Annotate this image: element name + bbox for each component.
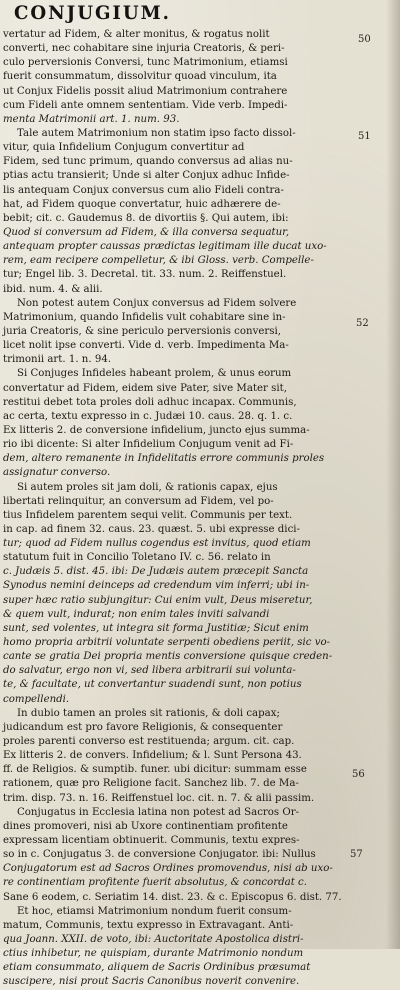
text-line: dem, altero remanente in Infidelitatis errore communis proles: [3, 453, 325, 465]
text-line: Fidem, sed tunc primum, quando conversus ad alias nu-: [3, 156, 293, 168]
text-line: Conjugatorum est ad Sacros Ordines promovendus, nisi ab uxo-: [3, 863, 333, 875]
text-line: Conjugatus in Ecclesia latina non potest ad Sacros Or-: [17, 806, 300, 818]
text-line: expressam licentiam obtinuerit. Communis, textu expres-: [3, 835, 300, 847]
body-text: [3, 28, 355, 990]
margin-number: 56: [352, 769, 365, 780]
text-line: Quod si conversum ad Fidem, & illa conversa sequatur,: [3, 226, 290, 238]
text-line: Tale autem Matrimonium non statim ipso facto dissol-: [17, 127, 296, 139]
text-line: rio ibi dicente: Si alter Infidelium Conjugum venit ad Fi-: [3, 439, 294, 451]
text-line: trim. disp. 73. n. 16. Reiffenstuel loc. cit. n. 7. & alii passim.: [3, 792, 315, 804]
text-line: Si autem proles sit jam doli, & rationis capax, ejus: [17, 481, 278, 493]
text-line: Sane 6 eodem, c. Seriatim 14. dist. 23. & c. Episcopus 6. dist. 77.: [3, 891, 342, 903]
text-line: juria Creatoris, & sine periculo perversionis conversi,: [3, 325, 281, 337]
text-line: menta Matrimonii art. 1. num. 93.: [3, 113, 180, 125]
text-line: cum Fideli ante omnem sententiam. Vide verb. Impedi-: [3, 99, 288, 111]
text-line: converti, nec cohabitare sine injuria Creatoris, & peri-: [3, 43, 285, 55]
text-line: Ex litteris 2. de conversione infidelium, juncto ejus summa-: [3, 424, 310, 436]
text-line: super hæc ratio subjungitur: Cui enim vult, Deus miseretur,: [3, 594, 313, 606]
text-line: homo propria arbitrii voluntate serpenti obediens periit, sic vo-: [3, 637, 331, 649]
text-line: licet nolit ipse converti. Vide d. verb. Impedimenta Ma-: [3, 340, 289, 352]
text-line: ac certa, textu expresso in c. Judæi 10. caus. 28. q. 1. c.: [3, 410, 293, 422]
margin-number: 57: [350, 849, 363, 860]
text-line: In dubio tamen an proles sit rationis, & doli capax;: [17, 707, 280, 719]
text-line: suscipere, nisi prout Sacris Canonibus noverit convenire.: [3, 976, 300, 988]
text-line: restitui debet tota proles doli adhuc incapax. Communis,: [3, 396, 297, 408]
text-line: vertatur ad Fidem, & alter monitus, & rogatus nolit: [3, 29, 270, 40]
text-line: sunt, sed volentes, ut integra sit forma Justitiæ; Sicut enim: [3, 622, 309, 634]
text-line: rationem, quæ pro Religione facit. Sanchez lib. 7. de Ma-: [3, 778, 299, 790]
text-line: etiam consummato, aliquem de Sacris Ordinibus præsumat: [3, 962, 311, 974]
text-line: & quem vult, indurat; non enim tales inviti salvandi: [3, 608, 270, 620]
text-line: proles parenti converso est restituenda; argum. cit. cap.: [3, 736, 295, 748]
text-line: assignatur converso.: [3, 467, 111, 479]
text-line: fuerit consummatum, dissolvitur quoad vinculum, ita: [3, 71, 277, 83]
text-line: tius Infidelem parentem sequi velit. Communis per text.: [3, 509, 293, 521]
text-line: Synodus nemini deinceps ad credendum vim inferri; ubi in-: [3, 580, 310, 592]
margin-number: 52: [356, 318, 369, 329]
text-line: trimonii art. 1. n. 94.: [3, 354, 112, 366]
text-line: Si Conjuges Infideles habeant prolem, & unus eorum: [17, 368, 292, 380]
text-line: Et hoc, etiamsi Matrimonium nondum fuerit consum-: [17, 905, 292, 917]
text-line: c. Judæis 5. dist. 45. ibi: De Judæis autem præcepit Sancta: [3, 566, 309, 578]
text-line: Non potest autem Conjux conversus ad Fidem solvere: [17, 297, 297, 309]
page-edge-shadow: [386, 0, 400, 949]
running-title: CONJUGIUM.: [14, 3, 171, 24]
text-line: compellendi.: [3, 693, 70, 705]
text-line: antequam propter caussas prædictas legitimam ille ducat uxo-: [3, 241, 327, 253]
text-line: qua Joann. XXII. de voto, ibi: Auctoritate Apostolica distri-: [3, 934, 304, 945]
text-line: rem, eam recipere compelletur, & ibi Gloss. verb. Compelle-: [3, 255, 314, 267]
text-line: cante se gratia Dei propria mentis conversione quisque creden-: [3, 651, 333, 663]
text-line: hat, ad Fidem quoque convertatur, huic adhærere de-: [3, 198, 281, 210]
text-line: do salvatur, ergo non vi, sed libera arbitrarii sui volunta-: [3, 665, 296, 677]
text-line: libertati relinquitur, an conversum ad Fidem, vel po-: [3, 495, 274, 507]
text-line: Matrimonium, quando Infidelis vult cohabitare sine in-: [3, 311, 286, 323]
text-line: ut Conjux Fidelis possit aliud Matrimonium contrahere: [3, 85, 288, 97]
text-line: culo perversionis Conversi, tunc Matrimonium, etiamsi: [3, 57, 288, 69]
text-line: Ex litteris 2. de convers. Infidelium; & l. Sunt Persona 43.: [3, 750, 302, 762]
text-line: in cap. ad finem 32. caus. 23. quæst. 5. ubi expresse dici-: [3, 523, 300, 535]
text-line: convertatur ad Fidem, eidem sive Pater, sive Mater sit,: [3, 382, 287, 394]
text-line: statutum fuit in Concilio Toletano IV. c. 56. relato in: [3, 552, 271, 564]
text-line: so in c. Conjugatus 3. de conversione Conjugator. ibi: Nullus: [3, 849, 316, 861]
text-line: dines promoveri, nisi ab Uxore continentiam profitente: [3, 820, 288, 832]
text-line: re continentiam profitente fuerit absolutus, & concordat c.: [3, 877, 307, 889]
text-line: vitur, quia Infidelium Conjugum convertitur ad: [3, 142, 245, 154]
text-line: ctius inhibetur, ne quispiam, durante Matrimonio nondum: [3, 948, 304, 960]
margin-number: 51: [358, 131, 371, 142]
text-line: bebit; cit. c. Gaudemus 8. de divortiis §. Qui autem, ibi:: [3, 212, 289, 224]
text-line: lis antequam Conjux conversus cum alio Fideli contra-: [3, 184, 284, 196]
text-line: ff. de Religios. & sumptib. funer. ubi dicitur: summam esse: [3, 764, 307, 776]
text-line: matum, Communis, textu expresso in Extravagant. Anti-: [3, 919, 294, 931]
text-line: ibid. num. 4. & alii.: [3, 283, 103, 295]
text-line: te, & facultate, ut convertantur suadendi sunt, non potius: [3, 679, 302, 691]
margin-number: 50: [358, 34, 371, 45]
text-line: tur; Engel lib. 3. Decretal. tit. 33. num. 2. Reiffenstuel.: [3, 269, 287, 281]
text-line: ptias actu transierit; Unde si alter Conjux adhuc Infide-: [3, 170, 290, 182]
page-header: [6, 3, 346, 25]
text-line: judicandum est pro favore Religionis, & consequenter: [3, 721, 283, 733]
text-line: tur; quod ad Fidem nullus cogendus est invitus, quod etiam: [3, 538, 311, 550]
